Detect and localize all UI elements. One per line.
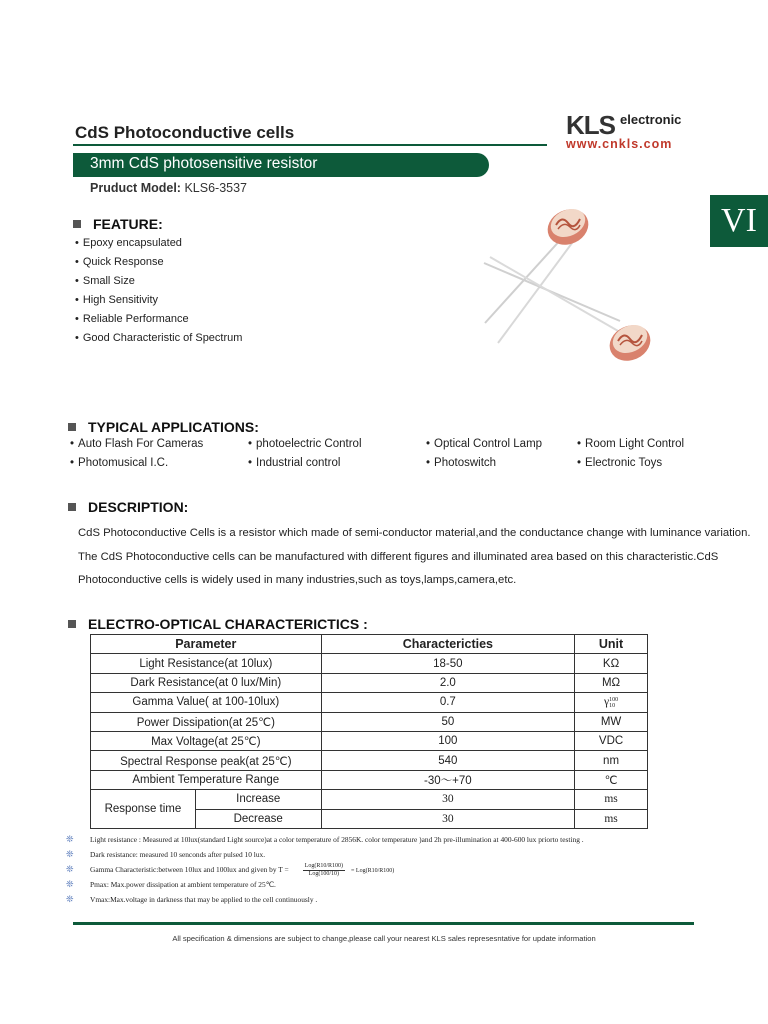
feature-list xyxy=(75,236,242,350)
unit-cell: ms xyxy=(575,809,648,828)
list-item: • photoelectric Control xyxy=(248,438,362,450)
heading-square-icon xyxy=(68,423,76,431)
list-item: • Auto Flash For Cameras xyxy=(70,438,203,450)
snowflake-icon: ❊ xyxy=(66,879,74,889)
param-cell: Spectral Response peak(at 25℃) xyxy=(91,751,322,770)
logo-brand: KLS xyxy=(566,110,615,140)
note-text: Dark resistance: measured 10 senconds after pulsed 10 lux. xyxy=(90,850,266,859)
logo-suffix: electronic xyxy=(620,112,682,127)
product-model-label: Pruduct Model: xyxy=(90,181,181,195)
unit-cell: nm xyxy=(575,751,648,770)
table-row xyxy=(91,712,648,731)
description-heading-text: DESCRIPTION: xyxy=(88,499,189,515)
list-item: • Photoswitch xyxy=(426,457,496,469)
param-cell: Response time xyxy=(91,790,196,829)
applications-heading xyxy=(68,419,259,435)
footer-text: All specification & dimensions are subject to change,please call your nearest KLS sales represesntative for update information xyxy=(172,934,596,943)
subparam-cell: Decrease xyxy=(195,809,321,828)
note-text: Light resistance : Measured at 10lux(standard Light source)at a color temperature of 2856K. color temperature )and 2h pre-illumination at 400-600 lux priorto testing . xyxy=(90,835,584,844)
table-row xyxy=(91,693,648,712)
table-row xyxy=(91,654,648,673)
table-row xyxy=(91,770,648,789)
kls-logo xyxy=(566,110,701,155)
gamma-sup: 100 xyxy=(609,696,619,703)
note-text: = Log(R10/R100) xyxy=(351,868,395,874)
heading-square-icon xyxy=(68,503,76,511)
list-item: • Small Size xyxy=(75,274,242,293)
table-row xyxy=(91,731,648,750)
applications-heading-text: TYPICAL APPLICATIONS: xyxy=(88,419,259,435)
value-cell: 100 xyxy=(321,731,574,750)
value-cell: 18-50 xyxy=(321,654,574,673)
list-item: • High Sensitivity xyxy=(75,293,242,312)
snowflake-icon: ❊ xyxy=(66,834,74,844)
column-header: Unit xyxy=(575,635,648,654)
description-text: CdS Photoconductive Cells is a resistor which made of semi-conductor material,and the conductance change with luminance variation. The CdS Photoconductive cells can be manufactured with different figures and illuminated area based on this characteristic.CdS Photoconductive cells is widely used in many industries,such as toys,lamps,camera,etc. xyxy=(78,527,751,586)
product-subtitle: 3mm CdS photosensitive resistor xyxy=(90,155,318,172)
table-row xyxy=(91,790,648,809)
value-cell: 30 xyxy=(321,809,574,828)
param-cell: Max Voltage(at 25℃) xyxy=(91,731,322,750)
param-cell: Light Resistance(at 10lux) xyxy=(91,654,322,673)
product-model xyxy=(90,181,247,195)
value-cell: 0.7 xyxy=(321,693,574,712)
list-item: • Quick Response xyxy=(75,255,242,274)
list-item: • Good Characteristic of Spectrum xyxy=(75,331,242,350)
footer-divider xyxy=(73,922,694,925)
note-item xyxy=(66,862,584,877)
product-model-value: KLS6-3537 xyxy=(184,181,248,195)
characteristics-heading-text: ELECTRO-OPTICAL CHARACTERICTICS : xyxy=(88,616,368,632)
unit-cell xyxy=(575,693,648,712)
logo-url: www.cnkls.com xyxy=(566,137,673,151)
param-cell: Gamma Value( at 100-10lux) xyxy=(91,693,322,712)
list-item: • Industrial control xyxy=(248,457,340,469)
notes xyxy=(66,832,584,907)
table-header-row xyxy=(91,635,648,654)
unit-cell: MΩ xyxy=(575,673,648,692)
subparam-cell: Increase xyxy=(195,790,321,809)
gamma-symbol: γ xyxy=(604,696,610,709)
unit-cell: VDC xyxy=(575,731,648,750)
note-item xyxy=(66,877,584,892)
table-row xyxy=(91,673,648,692)
list-item: • Reliable Performance xyxy=(75,312,242,331)
heading-square-icon xyxy=(73,220,81,228)
param-cell: Dark Resistance(at 0 lux/Min) xyxy=(91,673,322,692)
value-cell: -30～+70 xyxy=(321,770,574,789)
note-item xyxy=(66,847,584,862)
product-photo xyxy=(470,195,670,375)
characteristics-table xyxy=(90,634,648,829)
gamma-fraction xyxy=(303,863,345,878)
note-text: Vmax:Max.voltage in darkness that may be applied to the cell continuously . xyxy=(90,895,318,904)
value-cell: 540 xyxy=(321,751,574,770)
list-item: • Room Light Control xyxy=(577,438,684,450)
param-cell: Power Dissipation(at 25℃) xyxy=(91,712,322,731)
gamma-sub: 10 xyxy=(609,702,616,709)
value-cell: 50 xyxy=(321,712,574,731)
list-item: • Optical Control Lamp xyxy=(426,438,542,450)
section-tab: VI xyxy=(710,195,768,247)
note-item xyxy=(66,832,584,847)
note-text: Gamma Characteristic:between 10lux and 100lux and given by T = xyxy=(90,865,289,874)
value-cell: 30 xyxy=(321,790,574,809)
list-item: • Photomusical I.C. xyxy=(70,457,168,469)
list-item: • Epoxy encapsulated xyxy=(75,236,242,255)
unit-cell: ms xyxy=(575,790,648,809)
snowflake-icon: ❊ xyxy=(66,849,74,859)
unit-cell: MW xyxy=(575,712,648,731)
snowflake-icon: ❊ xyxy=(66,864,74,874)
unit-cell: KΩ xyxy=(575,654,648,673)
list-item: • Electronic Toys xyxy=(577,457,662,469)
feature-heading-text: FEATURE: xyxy=(93,216,163,232)
table-row xyxy=(91,751,648,770)
header-divider xyxy=(73,144,547,146)
snowflake-icon: ❊ xyxy=(66,894,74,904)
feature-heading xyxy=(73,216,163,232)
fraction-numerator: Log(R10/R100) xyxy=(304,862,344,869)
fraction-denominator: Log(100/10) xyxy=(308,870,339,877)
characteristics-heading xyxy=(68,616,368,632)
column-header: Charactericties xyxy=(321,635,574,654)
page-title: CdS Photoconductive cells xyxy=(75,123,295,142)
unit-cell: ℃ xyxy=(575,770,648,789)
note-text: Pmax: Max.power dissipation at ambient temperature of 25℃. xyxy=(90,880,276,889)
heading-square-icon xyxy=(68,620,76,628)
note-item xyxy=(66,892,584,907)
value-cell: 2.0 xyxy=(321,673,574,692)
column-header: Parameter xyxy=(91,635,322,654)
param-cell: Ambient Temperature Range xyxy=(91,770,322,789)
description-heading xyxy=(68,499,188,515)
